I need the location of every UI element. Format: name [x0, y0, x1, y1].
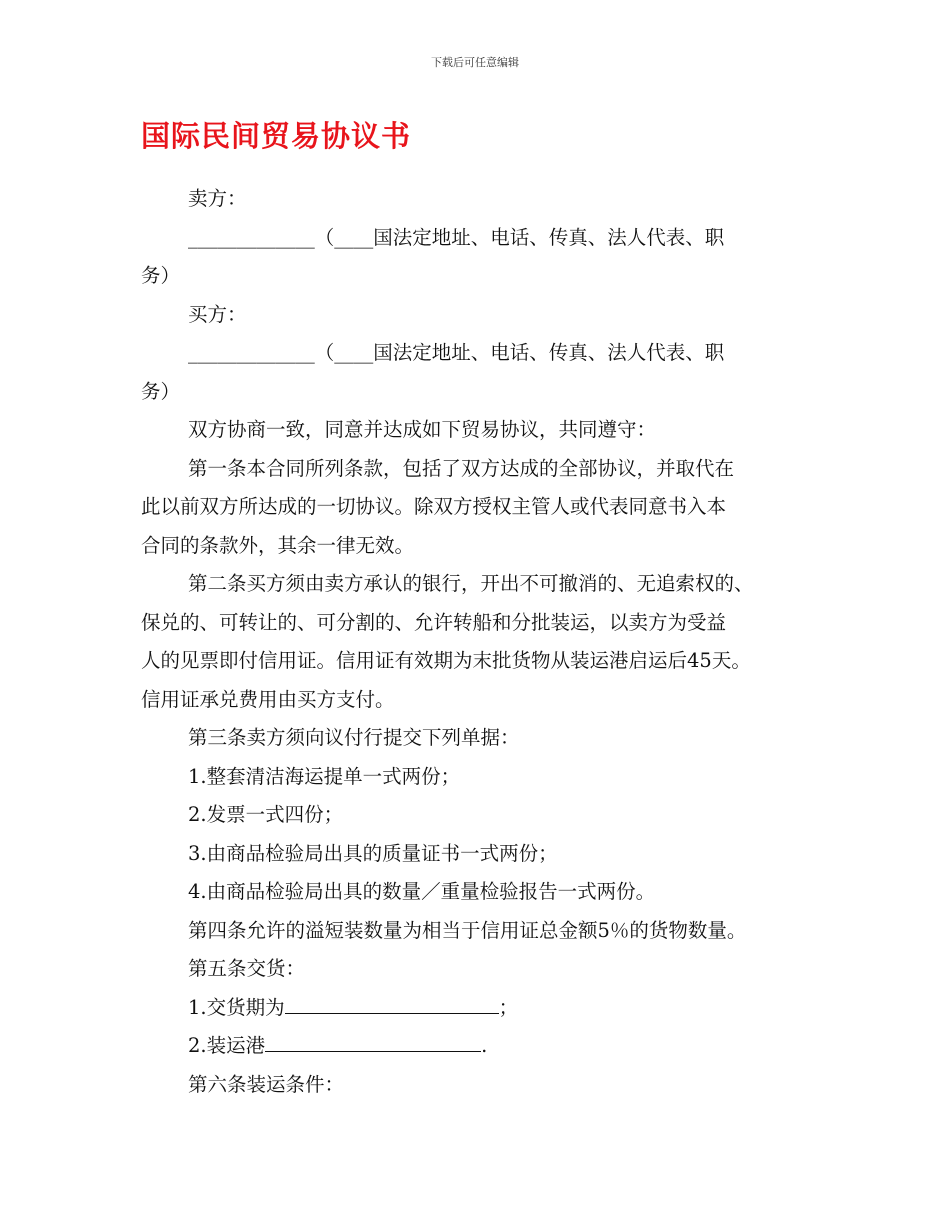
port-suffix: . [481, 1034, 488, 1057]
seller-info-line: _____________（____国法定地址、电话、传真、法人代表、职 [188, 225, 725, 249]
seller-info-line-cont: 务） [141, 264, 181, 287]
article-2 [141, 565, 811, 719]
buyer-info-line: _____________（____国法定地址、电话、传真、法人代表、职 [188, 341, 725, 364]
article-1 [141, 450, 811, 566]
buyer-label: 买方： [188, 302, 247, 326]
buyer-info-line-cont: 务） [141, 379, 181, 403]
article-1-line: 合同的条款外，其余一律无效。 [141, 533, 415, 557]
seller-label: 卖方： [188, 187, 247, 210]
article-4: 第四条允许的溢短装数量为相当于信用证总金额5％的货物数量。 [188, 918, 747, 942]
delivery-date-suffix: ； [498, 995, 519, 1019]
article-1-line: 第一条本合同所列条款，包括了双方达成的全部协议，并取代在 [188, 456, 735, 480]
page-header: 下载后可任意编辑 [431, 56, 519, 69]
article-6-heading: 第六条装运条件： [188, 1072, 345, 1096]
article-1-line: 此以前双方所达成的一切协议。除双方授权主管人或代表同意书入本 [141, 495, 727, 518]
article-2-line: 信用证承兑费用由买方支付。 [141, 687, 395, 711]
delivery-date-label: 1.交货期为 [188, 995, 285, 1019]
port-label: 2.装运港 [188, 1034, 266, 1057]
article-2-line: 第二条买方须由卖方承认的银行，开出不可撤消的、无追索权的、 [188, 572, 754, 595]
intro-paragraph: 双方协商一致，同意并达成如下贸易协议，共同遵守： [188, 418, 657, 441]
document-body [141, 180, 811, 1104]
article-3-item: 4.由商品检验局出具的数量／重量检验报告一式两份。 [188, 880, 656, 903]
article-3-item: 1.整套清洁海运提单一式两份； [188, 764, 461, 788]
delivery-date-blank [285, 992, 499, 1013]
port-blank [265, 1031, 481, 1052]
article-5-item-port [141, 1027, 811, 1066]
article-5-heading: 第五条交货： [188, 957, 306, 980]
article-2-line: 保兑的、可转让的、可分割的、允许转船和分批装运，以卖方为受益 [141, 610, 727, 634]
article-5-item-delivery-date [141, 989, 811, 1028]
article-3-item: 3.由商品检验局出具的质量证书一式两份； [188, 841, 558, 865]
article-3-heading: 第三条卖方须向议付行提交下列单据： [188, 726, 520, 749]
article-2-line: 人的见票即付信用证。信用证有效期为末批货物从装运港启运后45天。 [141, 649, 751, 672]
document-title: 国际民间贸易协议书 [141, 119, 412, 153]
article-3-item: 2.发票一式四份； [188, 803, 344, 826]
